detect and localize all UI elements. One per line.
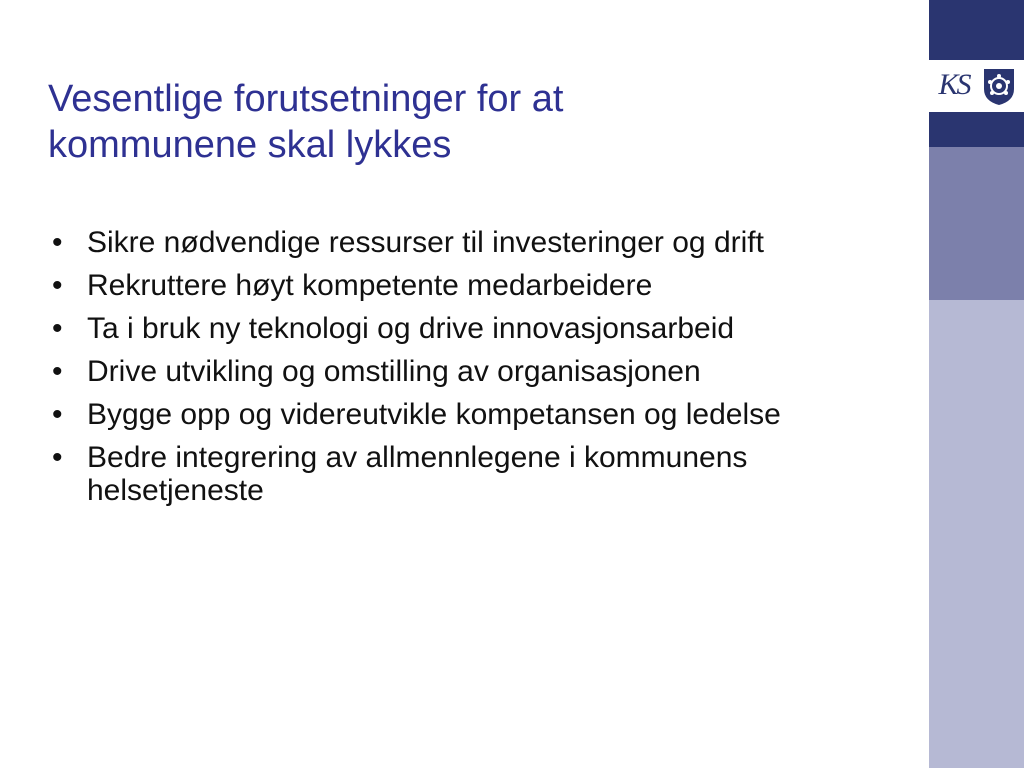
slide-title xyxy=(48,76,908,168)
side-panel-dark-band xyxy=(929,112,1024,147)
bullet-text: Drive utvikling og omstilling av organisasjonen xyxy=(87,355,701,388)
ks-logo-area xyxy=(929,60,1024,112)
bullet-text: Bedre integrering av allmennlegene i kommunens helsetjeneste xyxy=(87,441,748,507)
bullet-text: Rekruttere høyt kompetente medarbeidere xyxy=(87,269,653,302)
slide-title-line-1: Vesentlige forutsetninger for at xyxy=(48,78,564,120)
side-panel-lower-band xyxy=(929,300,1024,768)
bullet-text: Bygge opp og videreutvikle kompetansen og ledelse xyxy=(87,398,781,431)
side-panel xyxy=(929,0,1024,768)
bullet-item xyxy=(48,269,918,302)
bullet-marker: • xyxy=(52,226,63,259)
bullet-item xyxy=(48,226,918,259)
ks-logo-text: KS xyxy=(938,68,970,101)
side-panel-top-band xyxy=(929,0,1024,60)
bullet-marker: • xyxy=(52,398,63,431)
side-panel-year-area xyxy=(929,147,1024,300)
bullet-item xyxy=(48,441,918,507)
bullet-list xyxy=(48,226,918,517)
slide-title-line-2: kommunene skal lykkes xyxy=(48,124,452,166)
bullet-text: Sikre nødvendige ressurser til investeringer og drift xyxy=(87,226,764,259)
shield-emblem-icon xyxy=(982,67,1016,107)
bullet-item xyxy=(48,312,918,345)
bullet-marker: • xyxy=(52,441,63,474)
bullet-marker: • xyxy=(52,312,63,345)
bullet-marker: • xyxy=(52,355,63,388)
bullet-item xyxy=(48,398,918,431)
bullet-text: Ta i bruk ny teknologi og drive innovasjonsarbeid xyxy=(87,312,735,345)
bullet-marker: • xyxy=(52,269,63,302)
bullet-item xyxy=(48,355,918,388)
